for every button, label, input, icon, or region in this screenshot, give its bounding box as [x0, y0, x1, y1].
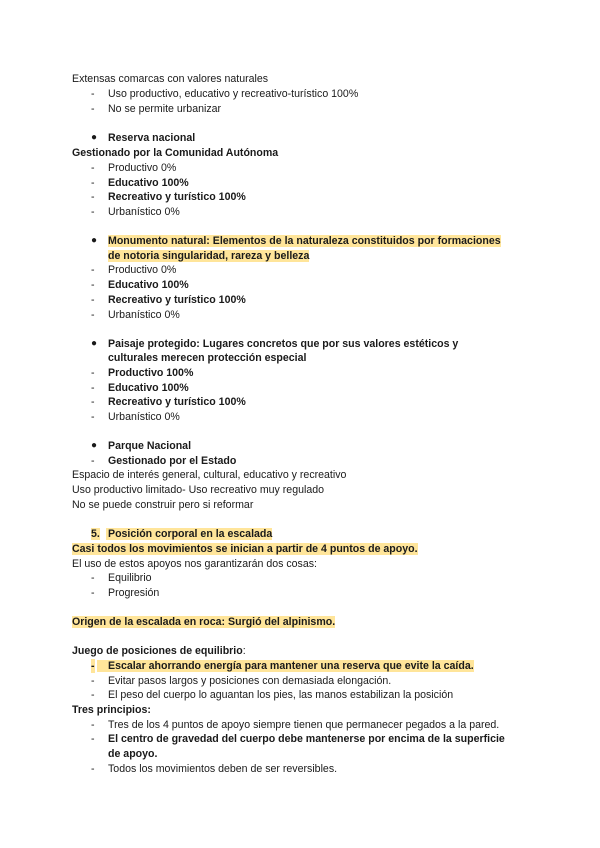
- list-item: Educativo 100%: [108, 177, 189, 189]
- dash-marker: -: [91, 719, 95, 731]
- paragraph-line: No se puede construir pero si reformar: [72, 499, 254, 511]
- dash-marker: -: [91, 88, 95, 100]
- list-item: Productivo 0%: [108, 162, 177, 174]
- dash-marker: -: [91, 367, 95, 379]
- dash-marker: -: [91, 733, 95, 745]
- dash-marker: -: [91, 675, 95, 687]
- paragraph-line: Uso productivo limitado- Uso recreativo muy regulado: [72, 484, 325, 496]
- highlight: Casi todos los movimientos se inician a partir de 4 puntos de apoyo.: [72, 543, 418, 555]
- list-item: Recreativo y turístico 100%: [108, 191, 246, 203]
- dash-marker: -: [91, 455, 95, 467]
- dash-marker: -: [91, 309, 95, 321]
- dash-marker: -: [91, 294, 95, 306]
- list-item: Productivo 0%: [108, 264, 177, 276]
- list-item-highlight: [97, 659, 474, 673]
- bullet-marker: ●: [91, 440, 98, 451]
- reserva-subtitle: Gestionado por la Comunidad Autónoma: [72, 147, 279, 159]
- dash-marker: -: [91, 396, 95, 408]
- dash-marker: -: [91, 264, 95, 276]
- dash-marker: -: [91, 411, 95, 423]
- highlight: Escalar ahorrando energía para mantener una reserva que evite la caída.: [97, 660, 474, 672]
- intro-text: Extensas comarcas con valores naturales: [72, 73, 269, 85]
- dash-marker: -: [91, 162, 95, 174]
- dash-marker: -: [91, 177, 95, 189]
- dash-marker: -: [91, 191, 95, 203]
- section-title: [106, 527, 272, 541]
- section-highlight: [72, 542, 418, 556]
- list-item: Urbanístico 0%: [108, 206, 180, 218]
- list-item: Educativo 100%: [108, 382, 189, 394]
- list-item: Progresión: [108, 587, 160, 599]
- dash-marker: -: [91, 103, 95, 115]
- dash-marker: -: [91, 382, 95, 394]
- dash-marker: -: [91, 587, 95, 599]
- paisaje-title: Paisaje protegido: Lugares concretos que por sus valores estéticos y: [108, 338, 459, 350]
- list-item: Educativo 100%: [108, 279, 189, 291]
- highlight: Posición corporal en la escalada: [108, 528, 273, 540]
- dash-marker: -: [91, 689, 95, 701]
- monumento-title-cont: [108, 249, 309, 263]
- list-item: No se permite urbanizar: [108, 103, 222, 115]
- list-item: El peso del cuerpo lo aguantan los pies, las manos estabilizan la posición: [108, 689, 454, 701]
- list-item: Recreativo y turístico 100%: [108, 294, 246, 306]
- dash-marker: -: [91, 660, 95, 672]
- bullet-marker: ●: [91, 338, 98, 349]
- paisaje-title-cont: culturales merecen protección especial: [108, 352, 307, 364]
- dash-marker: -: [91, 279, 95, 291]
- list-item: Urbanístico 0%: [108, 309, 180, 321]
- section-number: 5.: [91, 528, 100, 540]
- list-item: Urbanístico 0%: [108, 411, 180, 423]
- monumento-title: [108, 234, 501, 248]
- list-item: El centro de gravedad del cuerpo debe mantenerse por encima de la superficie: [108, 733, 505, 745]
- list-item: Productivo 100%: [108, 367, 194, 379]
- list-item: Evitar pasos largos y posiciones con demasiada elongación.: [108, 675, 392, 687]
- list-item: Tres de los 4 puntos de apoyo siempre tienen que permanecer pegados a la pared.: [108, 719, 500, 731]
- origen-line: [72, 615, 335, 629]
- dash-marker: -: [91, 763, 95, 775]
- list-item: Uso productivo, educativo y recreativo-turístico 100%: [108, 88, 359, 100]
- highlight: de notoria singularidad, rareza y belleza: [108, 250, 310, 262]
- paragraph-line: Espacio de interés general, cultural, educativo y recreativo: [72, 469, 347, 481]
- highlight: Origen de la escalada en roca: Surgió del alpinismo.: [72, 616, 336, 628]
- tres-title: Tres principios:: [72, 704, 151, 716]
- dash-marker: -: [91, 206, 95, 218]
- bullet-marker: ●: [91, 132, 98, 143]
- bullet-marker: ●: [91, 235, 98, 246]
- paragraph-line: El uso de estos apoyos nos garantizarán dos cosas:: [72, 558, 317, 570]
- juego-title: Juego de posiciones de equilibrio:: [72, 645, 246, 657]
- list-item-cont: de apoyo.: [108, 748, 158, 760]
- parque-title: Parque Nacional: [108, 440, 192, 452]
- highlight: Monumento natural: Elementos de la naturaleza constituidos por formaciones: [108, 235, 501, 247]
- reserva-title: Reserva nacional: [108, 132, 196, 144]
- list-item: Todos los movimientos deben de ser reversibles.: [108, 763, 338, 775]
- parque-subtitle: Gestionado por el Estado: [108, 455, 237, 467]
- list-item: Recreativo y turístico 100%: [108, 396, 246, 408]
- dash-marker: -: [91, 572, 95, 584]
- list-item: Equilibrio: [108, 572, 152, 584]
